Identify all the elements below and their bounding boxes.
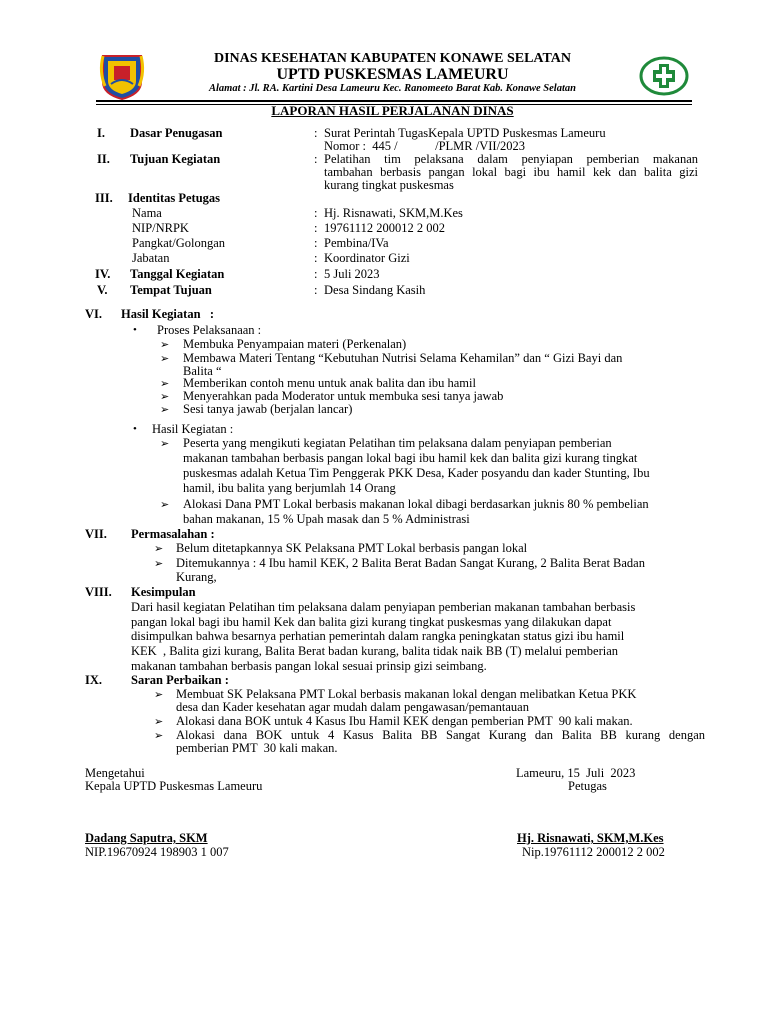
section-label: Tempat Tujuan (130, 283, 212, 297)
tujuan-line: kurang tingkat puskesmas (324, 178, 454, 192)
sign-right-name: Hj. Risnawati, SKM,M.Kes (517, 831, 664, 845)
arrow-bullet-icon: ➢ (160, 378, 170, 390)
proses-item: Sesi tanya jawab (berjalan lancar) (183, 402, 353, 416)
permasalahan-line: Kurang, (176, 570, 217, 584)
hasil-line: bahan makanan, 15 % Upah masak dan 5 % Administrasi (183, 512, 470, 526)
tujuan-line: Pelatihan tim pelaksana dalam penyiapan pemberian makanan (324, 152, 698, 166)
kesimpulan-line: pangan lokal bagi ibu hamil Kek dan balita gizi kurang tingkat puskesmas yang dilakukan dapat (131, 615, 612, 629)
header-dinas: DINAS KESEHATAN KABUPATEN KONAWE SELATAN (213, 51, 572, 66)
section-label: Permasalahan : (131, 527, 215, 541)
section-num: IX. (85, 673, 103, 687)
identitas-value: Hj. Risnawati, SKM,M.Kes (324, 206, 463, 220)
arrow-bullet-icon: ➢ (154, 543, 164, 555)
arrow-bullet-icon: ➢ (154, 558, 164, 570)
page-title: LAPORAN HASIL PERJALANAN DINAS (271, 103, 514, 118)
dasar-value: Surat Perintah TugasKepala UPTD Puskesmas Lameuru (324, 126, 606, 140)
proses-item: Menyerahkan pada Moderator untuk membuka sesi tanya jawab (183, 389, 504, 403)
section-label: Tujuan Kegiatan (130, 152, 221, 166)
kesimpulan-line: KEK , Balita gizi kurang, Balita Berat badan kurang, balita tidak naik BB (T) melalui pemberian (131, 644, 619, 658)
arrow-bullet-icon: ➢ (154, 730, 164, 742)
identitas-value: 19761112 200012 2 002 (324, 221, 445, 235)
bullet-dot-icon: • (133, 423, 137, 435)
arrow-bullet-icon: ➢ (160, 339, 170, 351)
saran-line: desa dan Kader kesehatan agar mudah dalam pengawasan/pemantauan (176, 700, 529, 714)
arrow-bullet-icon: ➢ (160, 391, 170, 403)
puskesmas-logo (639, 56, 689, 96)
hasil-line: hamil, ibu balita yang berjumlah 14 Orang (183, 481, 396, 495)
colon: : (314, 126, 318, 140)
proses-item: Membawa Materi Tentang “Kebutuhan Nutrisi Selama Kehamilan” dan “ Gizi Bayi dan (183, 351, 623, 365)
identitas-key: Nama (132, 206, 162, 220)
section-num: III. (95, 191, 113, 205)
kesimpulan-line: makanan tambahan berbasis pangan lokal sesuai prinsip gizi seimbang. (131, 659, 487, 673)
section-num: I. (97, 126, 105, 140)
saran-line: Alokasi dana BOK untuk 4 Kasus Ibu Hamil KEK dengan pemberian PMT 90 kali makan. (176, 714, 633, 728)
bullet-dot-icon: • (133, 324, 137, 336)
kesimpulan-line: Dari hasil kegiatan Pelatihan tim pelaksana dalam penyiapan pemberian makanan tambahan berbasis (131, 600, 636, 614)
section-label: Identitas Petugas (128, 191, 221, 205)
proses-item: Memberikan contoh menu untuk anak balita dan ibu hamil (183, 376, 476, 390)
proses-item: Membuka Penyampaian materi (Perkenalan) (183, 337, 407, 351)
permasalahan-line: Belum ditetapkannya SK Pelaksana PMT Lokal berbasis pangan lokal (176, 541, 528, 555)
header-alamat: Alamat : Jl. RA. Kartini Desa Lameuru Kec. Ranomeeto Barat Kab. Konawe Selatan (209, 83, 576, 94)
section-num: V. (97, 283, 108, 297)
sign-left-line2: Kepala UPTD Puskesmas Lameuru (85, 779, 263, 793)
identitas-key: Pangkat/Golongan (132, 236, 226, 250)
identitas-value: Koordinator Gizi (324, 251, 410, 265)
arrow-bullet-icon: ➢ (160, 404, 170, 416)
section-num: VII. (85, 527, 107, 541)
section-label: Hasil Kegiatan : (121, 307, 215, 321)
section-num: VIII. (85, 585, 112, 599)
colon: : (314, 283, 318, 297)
arrow-bullet-icon: ➢ (154, 716, 164, 728)
colon: : (314, 251, 318, 265)
section-num: IV. (95, 267, 111, 281)
saran-line: Membuat SK Pelaksana PMT Lokal berbasis makanan lokal dengan melibatkan Ketua PKK (176, 687, 637, 701)
hasil-line: puskesmas adalah Ketua Tim Penggerak PKK Desa, Kader posyandu dan kader Stunting, Ibu (183, 466, 650, 480)
sign-right-title: Petugas (568, 779, 607, 793)
section-label: Kesimpulan (131, 585, 196, 599)
permasalahan-line: Ditemukannya : 4 Ibu hamil KEK, 2 Balita Berat Badan Sangat Kurang, 2 Balita Berat Badan (176, 556, 645, 570)
hasil-line: Alokasi Dana PMT Lokal berbasis makanan lokal dibagi berdasarkan juknis 80 % pembelian (183, 497, 649, 511)
tujuan-line: tambahan berbasis pangan lokal bagi ibu hamil kek dan balita gizi (324, 165, 698, 179)
section-label: Saran Perbaikan : (131, 673, 229, 687)
colon: : (314, 267, 318, 281)
sign-right-nip: Nip.19761112 200012 2 002 (522, 845, 665, 859)
section-num: II. (97, 152, 110, 166)
section-label: Dasar Penugasan (130, 126, 223, 140)
section-num: VI. (85, 307, 103, 321)
sign-left-name: Dadang Saputra, SKM (85, 831, 208, 845)
hasil-label: Hasil Kegiatan : (152, 422, 234, 436)
colon: : (314, 206, 318, 220)
identitas-key: Jabatan (132, 251, 170, 265)
kabupaten-logo (97, 52, 147, 100)
sign-left-line1: Mengetahui (85, 766, 145, 780)
identitas-value: Pembina/IVa (324, 236, 389, 250)
colon: : (314, 221, 318, 235)
tempat-value: Desa Sindang Kasih (324, 283, 426, 297)
section-label: Tanggal Kegiatan (130, 267, 225, 281)
saran-line: Alokasi dana BOK untuk 4 Kasus Balita BB Sangat Kurang dan Balita BB kurang dengan (176, 728, 705, 742)
proses-item-cont: Balita “ (183, 364, 222, 378)
sign-right-date: Lameuru, 15 Juli 2023 (516, 766, 636, 780)
identitas-key: NIP/NRPK (132, 221, 189, 235)
arrow-bullet-icon: ➢ (160, 353, 170, 365)
colon: : (314, 236, 318, 250)
proses-label: Proses Pelaksanaan : (157, 323, 262, 337)
hasil-line: Peserta yang mengikuti kegiatan Pelatihan tim pelaksana dalam penyiapan pemberian (183, 436, 612, 450)
hasil-line: makanan tambahan berbasis pangan lokal bagi ibu hamil kek dan balita gizi kurang tingkat (183, 451, 638, 465)
arrow-bullet-icon: ➢ (154, 689, 164, 701)
sign-left-nip: NIP.19670924 198903 1 007 (85, 845, 229, 859)
saran-line: pemberian PMT 30 kali makan. (176, 741, 338, 755)
dasar-nomor: Nomor : 445 / /PLMR /VII/2023 (324, 139, 526, 153)
arrow-bullet-icon: ➢ (160, 499, 170, 511)
kesimpulan-line: disimpulkan bahwa besarnya perhatian pemerintah dalam rangka peningkatan status gizi ibu hamil (131, 629, 625, 643)
tanggal-value: 5 Juli 2023 (324, 267, 380, 281)
colon: : (314, 152, 318, 166)
header-uptd: UPTD PUSKESMAS LAMEURU (276, 66, 509, 83)
arrow-bullet-icon: ➢ (160, 438, 170, 450)
